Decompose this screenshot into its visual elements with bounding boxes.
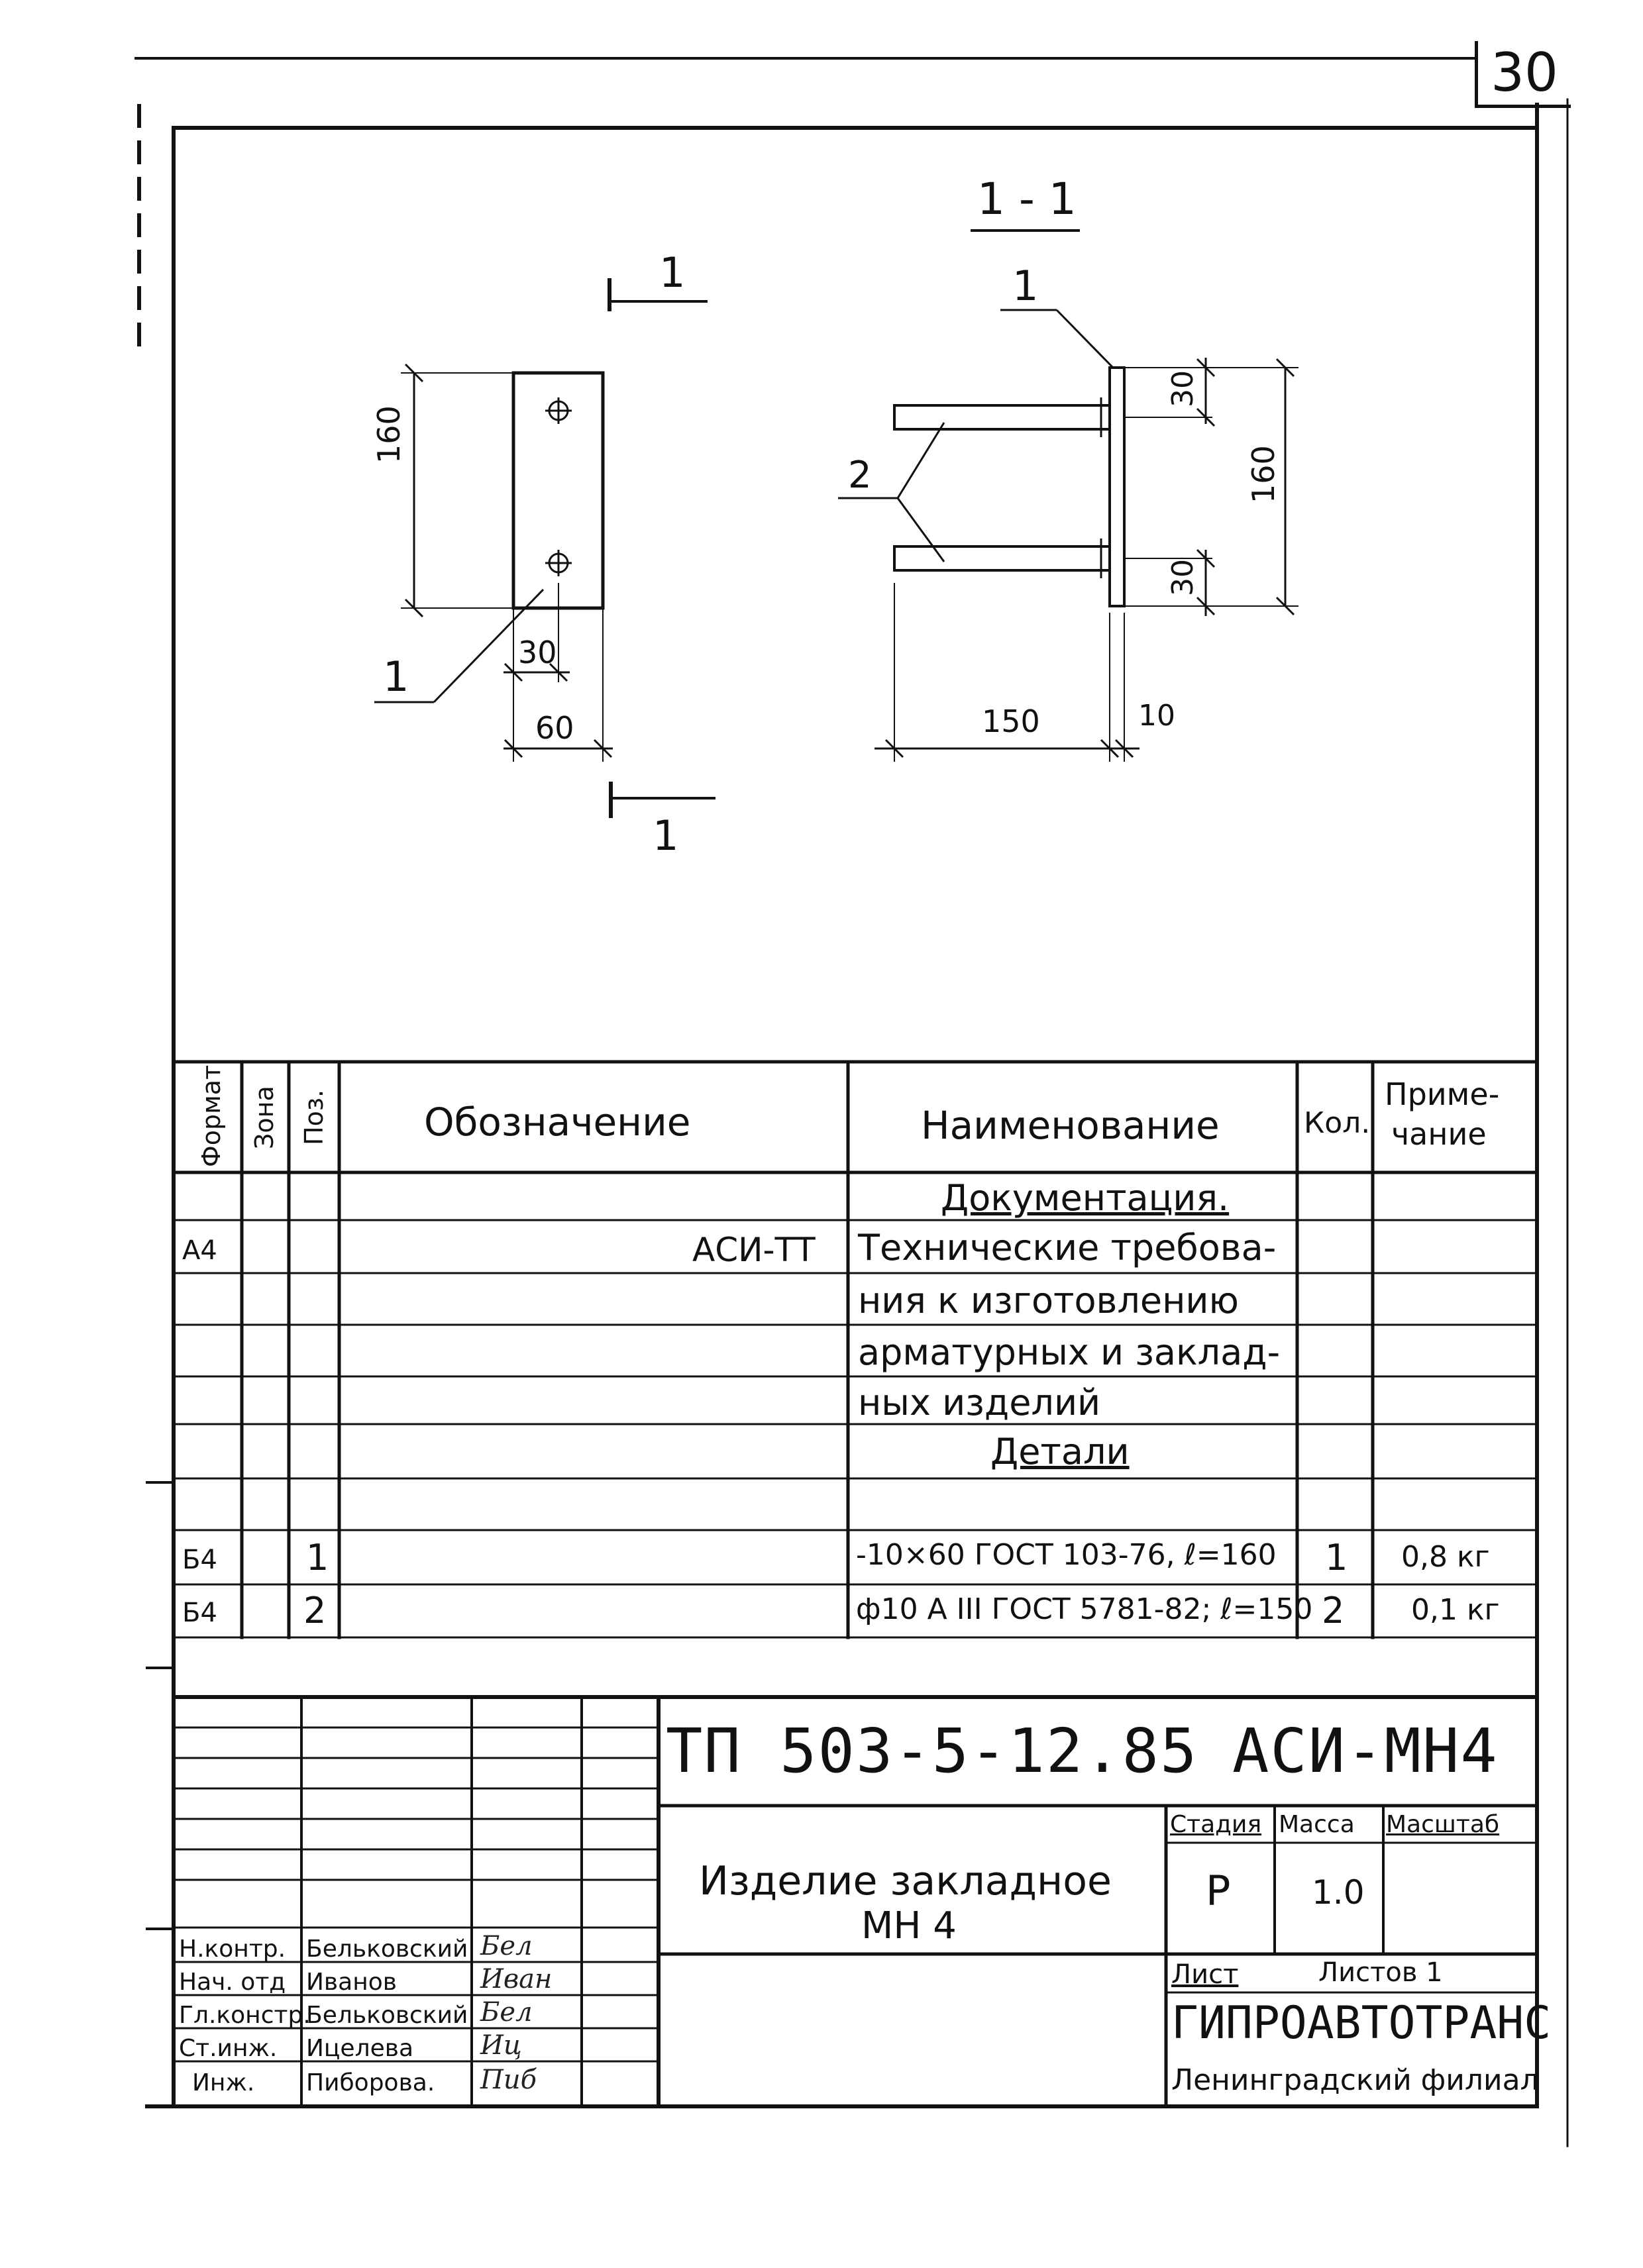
spec-section-details: Детали bbox=[990, 1431, 1130, 1472]
spec-doc-name-line-4: ных изделий bbox=[858, 1382, 1101, 1423]
staff-role-3: Гл.констр. bbox=[179, 2002, 311, 2029]
staff-signature-1: Бел bbox=[480, 1931, 533, 1961]
plan-dim-height: 160 bbox=[371, 405, 407, 464]
spec-row-2-name: ф10 А III ГОСТ 5781-82; ℓ=150 bbox=[856, 1592, 1313, 1626]
spec-doc-name-line-3: арматурных и заклад- bbox=[858, 1331, 1281, 1373]
spec-header-name: Наименование bbox=[921, 1103, 1220, 1148]
section-pos-bars: 2 bbox=[848, 454, 872, 497]
staff-role-1: Н.контр. bbox=[179, 1935, 286, 1963]
spec-header-designation: Обозначение bbox=[424, 1100, 691, 1145]
staff-role-2: Нач. отд bbox=[179, 1969, 286, 1996]
spec-row-2-format: Б4 bbox=[182, 1598, 217, 1628]
staff-role-5: Инж. bbox=[192, 2069, 255, 2096]
spec-row-2-qty: 2 bbox=[1322, 1590, 1345, 1631]
spec-row-1-note: 0,8 кг bbox=[1401, 1540, 1490, 1574]
staff-name-5: Пиборова. bbox=[306, 2069, 435, 2096]
mass-value: 1.0 bbox=[1312, 1873, 1365, 1912]
section-dim-plate-thickness: 10 bbox=[1138, 699, 1175, 733]
section-title: 1 - 1 bbox=[977, 174, 1077, 225]
drawing-code: АСИ-МН4 bbox=[1232, 1716, 1499, 1786]
spec-row-1-name: -10×60 ГОСТ 103-76, ℓ=160 bbox=[856, 1538, 1277, 1572]
plan-pos-label: 1 bbox=[383, 652, 409, 701]
spec-header-note-line2: чание bbox=[1391, 1116, 1487, 1152]
section-dim-bar-length: 150 bbox=[982, 703, 1040, 739]
plan-section-mark-top: 1 bbox=[659, 248, 686, 297]
spec-row-2-pos: 2 bbox=[303, 1590, 327, 1631]
org-name: ГИПРОАВТОТРАНС bbox=[1171, 1997, 1552, 2049]
spec-doc-name-line-1: Технические требова- bbox=[858, 1227, 1277, 1268]
section-pos-plate: 1 bbox=[1012, 262, 1039, 310]
spec-header-pos: Поз. bbox=[299, 1089, 329, 1146]
spec-header-qty: Кол. bbox=[1304, 1106, 1371, 1140]
staff-name-2: Иванов bbox=[306, 1969, 397, 1996]
spec-header-format: Формат bbox=[197, 1064, 226, 1167]
spec-doc-designation: АСИ-ТТ bbox=[692, 1231, 816, 1269]
item-name-line2: МН 4 bbox=[861, 1904, 957, 1947]
sheets-label: Листов 1 bbox=[1318, 1957, 1443, 1988]
spec-doc-format: А4 bbox=[182, 1235, 217, 1266]
spec-header-zone: Зона bbox=[250, 1086, 279, 1149]
mass-label: Масса bbox=[1279, 1811, 1355, 1838]
sheet-number: 30 bbox=[1475, 41, 1571, 108]
stage-label: Стадия bbox=[1170, 1811, 1262, 1838]
spec-row-1-format: Б4 bbox=[182, 1545, 217, 1575]
spec-header-note-line1: Приме- bbox=[1385, 1076, 1500, 1112]
org-branch: Ленинградский филиал bbox=[1171, 2063, 1539, 2097]
section-dim-bottom: 30 bbox=[1166, 559, 1200, 596]
section-view bbox=[838, 231, 1298, 762]
item-name-line1: Изделие закладное bbox=[699, 1858, 1112, 1904]
staff-signature-5: Пиб bbox=[480, 2065, 537, 2095]
plan-dim-hole-offset: 30 bbox=[518, 635, 557, 670]
spec-section-documents: Документация. bbox=[941, 1177, 1230, 1219]
staff-role-4: Ст.инж. bbox=[179, 2035, 278, 2062]
staff-name-4: Ицелева bbox=[306, 2035, 414, 2062]
spec-row-2-note: 0,1 кг bbox=[1411, 1593, 1500, 1627]
staff-signature-2: Иван bbox=[480, 1964, 553, 1994]
staff-signature-3: Бел bbox=[480, 1997, 533, 2028]
sheet-label: Лист bbox=[1171, 1959, 1239, 1990]
section-dim-top: 30 bbox=[1166, 370, 1200, 407]
spec-doc-name-line-2: ния к изготовлению bbox=[858, 1280, 1239, 1321]
staff-name-1: Бельковский bbox=[306, 1935, 468, 1963]
scale-label: Масштаб bbox=[1386, 1811, 1500, 1838]
staff-signature-4: Иц bbox=[480, 2030, 522, 2061]
project-code: ТП 503-5-12.85 bbox=[666, 1716, 1198, 1786]
spec-row-1-pos: 1 bbox=[306, 1537, 329, 1578]
plan-dim-width: 60 bbox=[535, 710, 574, 746]
staff-name-3: Бельковский bbox=[306, 2002, 468, 2029]
plan-section-mark-bottom: 1 bbox=[653, 811, 679, 860]
section-dim-height: 160 bbox=[1246, 445, 1281, 503]
spec-row-1-qty: 1 bbox=[1325, 1537, 1348, 1578]
stage-value: Р bbox=[1206, 1867, 1231, 1915]
